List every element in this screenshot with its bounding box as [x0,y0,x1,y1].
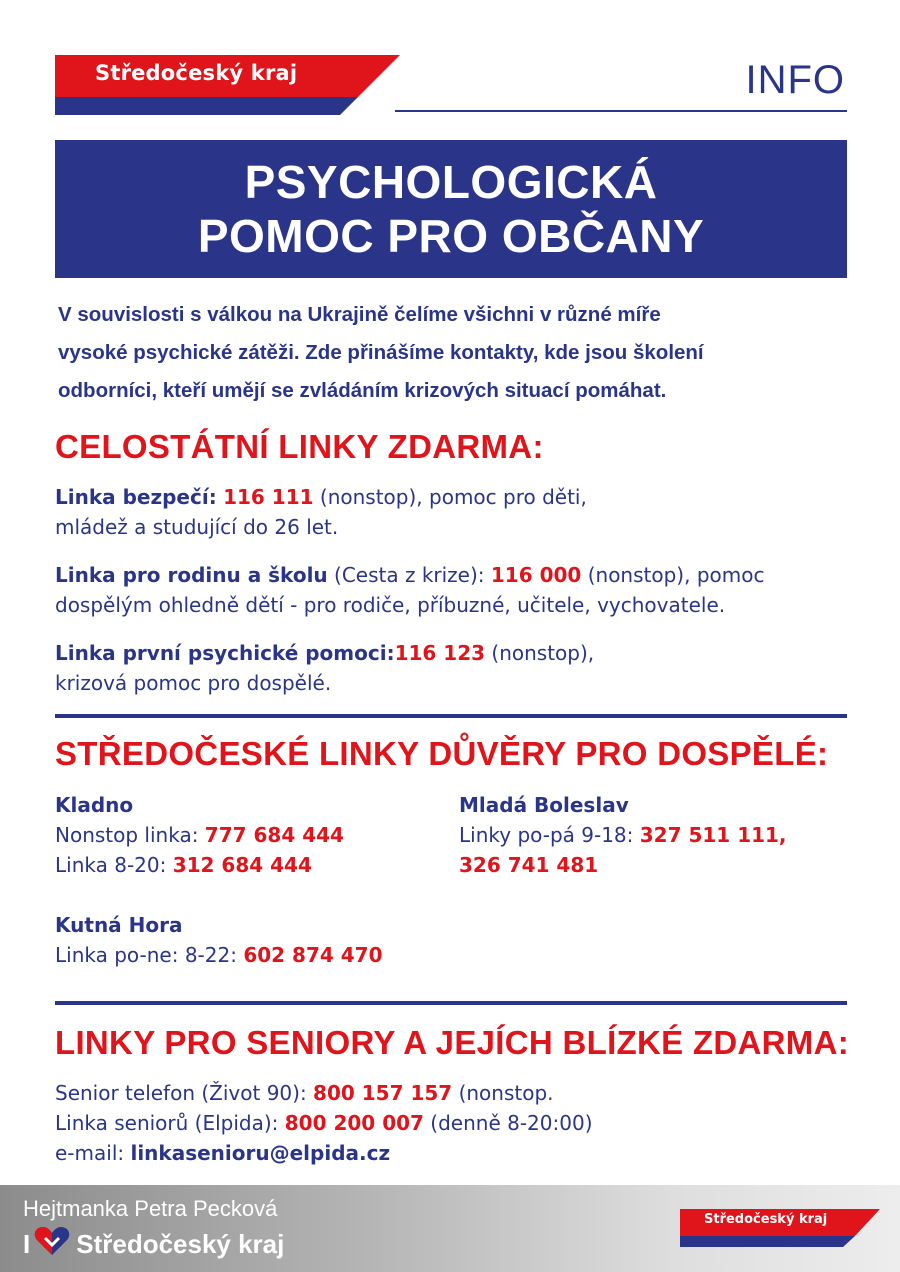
line-note: (nonstop), pomoc pro děti, [313,485,587,509]
intro-line-3: odborníci, kteří umějí se zvládáním krizových situací pomáhat. [58,379,667,402]
love-prefix: I [23,1229,31,1259]
line-description: dospělým ohledně dětí - pro rodiče, příbuzné, učitele, vychovatele. [55,593,726,617]
intro-paragraph [58,296,848,410]
city-name: Kutná Hora [55,913,183,937]
line-note: (nonstop), pomoc [581,563,765,587]
footer-region-logo [680,1209,880,1249]
national-heading: CELOSTÁTNÍ LINKY ZDARMA: [55,428,544,465]
city-name: Kladno [55,793,134,817]
line-name: Linka pro rodinu a školu [55,563,328,587]
phone-number: 116 123 [394,641,486,665]
regional-heading: STŘEDOČESKÉ LINKY DŮVĚRY PRO DOSPĚLÉ: [55,735,829,772]
phone-number: 602 874 470 [243,943,383,967]
phone-number: 116 000 [490,563,582,587]
title-banner [55,140,847,278]
footer-governor-name: Hejtmanka Petra Pecková [23,1196,278,1221]
phone-number: 777 684 444 [204,823,344,847]
line-label: Linka po-ne: 8-22: [55,943,244,967]
national-line-prvni-pomoc [55,638,845,698]
intro-line-1: V souvislosti s válkou na Ukrajině čelíme všichni v různé míře [58,303,661,326]
phone-number: 116 111 [223,485,314,509]
line-note: (nonstop), [485,641,595,665]
region-logo-text: Středočeský kraj [95,61,298,85]
seniors-heading: LINKY PRO SENIORY A JEJÍCH BLÍZKÉ ZDARMA: [55,1024,849,1061]
line-label: e-mail: [55,1141,131,1165]
city-name: Mladá Boleslav [459,793,629,817]
line-description: krizová pomoc pro dospělé. [55,671,332,695]
line-note: (denně 8-20:00) [423,1111,593,1135]
region-kladno [55,790,344,880]
phone-number: 326 741 481 [459,853,599,877]
footer-love-slogan [23,1226,284,1263]
line-label: Senior telefon (Život 90): [55,1081,314,1105]
seniors-contacts [55,1078,845,1168]
line-label: Linky po-pá 9-18: [459,823,640,847]
title-line-1: PSYCHOLOGICKÁ [244,156,658,208]
intro-line-2: vysoké psychické zátěži. Zde přinášíme kontakty, kde jsou školení [58,341,704,364]
line-name: Linka první psychické pomoci: [55,641,395,665]
phone-number: 312 684 444 [172,853,312,877]
line-note: (Cesta z krize): [327,563,491,587]
phone-number: 800 200 007 [284,1111,424,1135]
heart-icon [34,1226,70,1263]
love-text: Středočeský kraj [76,1229,285,1259]
phone-number: 327 511 111, [639,823,787,847]
national-line-bezpeci [55,482,845,542]
header-rule [395,110,847,112]
line-name: Linka bezpečí: [55,485,217,509]
title-line-2: POMOC PRO OBČANY [197,210,705,262]
line-label: Linka 8-20: [55,853,173,877]
line-label: Nonstop linka: [55,823,205,847]
section-divider [55,1001,847,1005]
region-kutna-hora [55,910,382,970]
national-line-rodina [55,560,845,620]
phone-number: 800 157 157 [313,1081,453,1105]
line-label: Linka seniorů (Elpida): [55,1111,285,1135]
line-description: mládež a studující do 26 let. [55,515,339,539]
info-label: INFO [745,58,845,102]
email-link[interactable]: linkasenioru@elpida.cz [130,1141,391,1165]
footer [0,1185,900,1272]
footer-logo-text: Středočeský kraj [704,1212,828,1227]
section-divider [55,714,847,718]
line-note: (nonstop. [452,1081,554,1105]
region-logo [55,55,400,115]
region-mlada-boleslav [459,790,787,880]
